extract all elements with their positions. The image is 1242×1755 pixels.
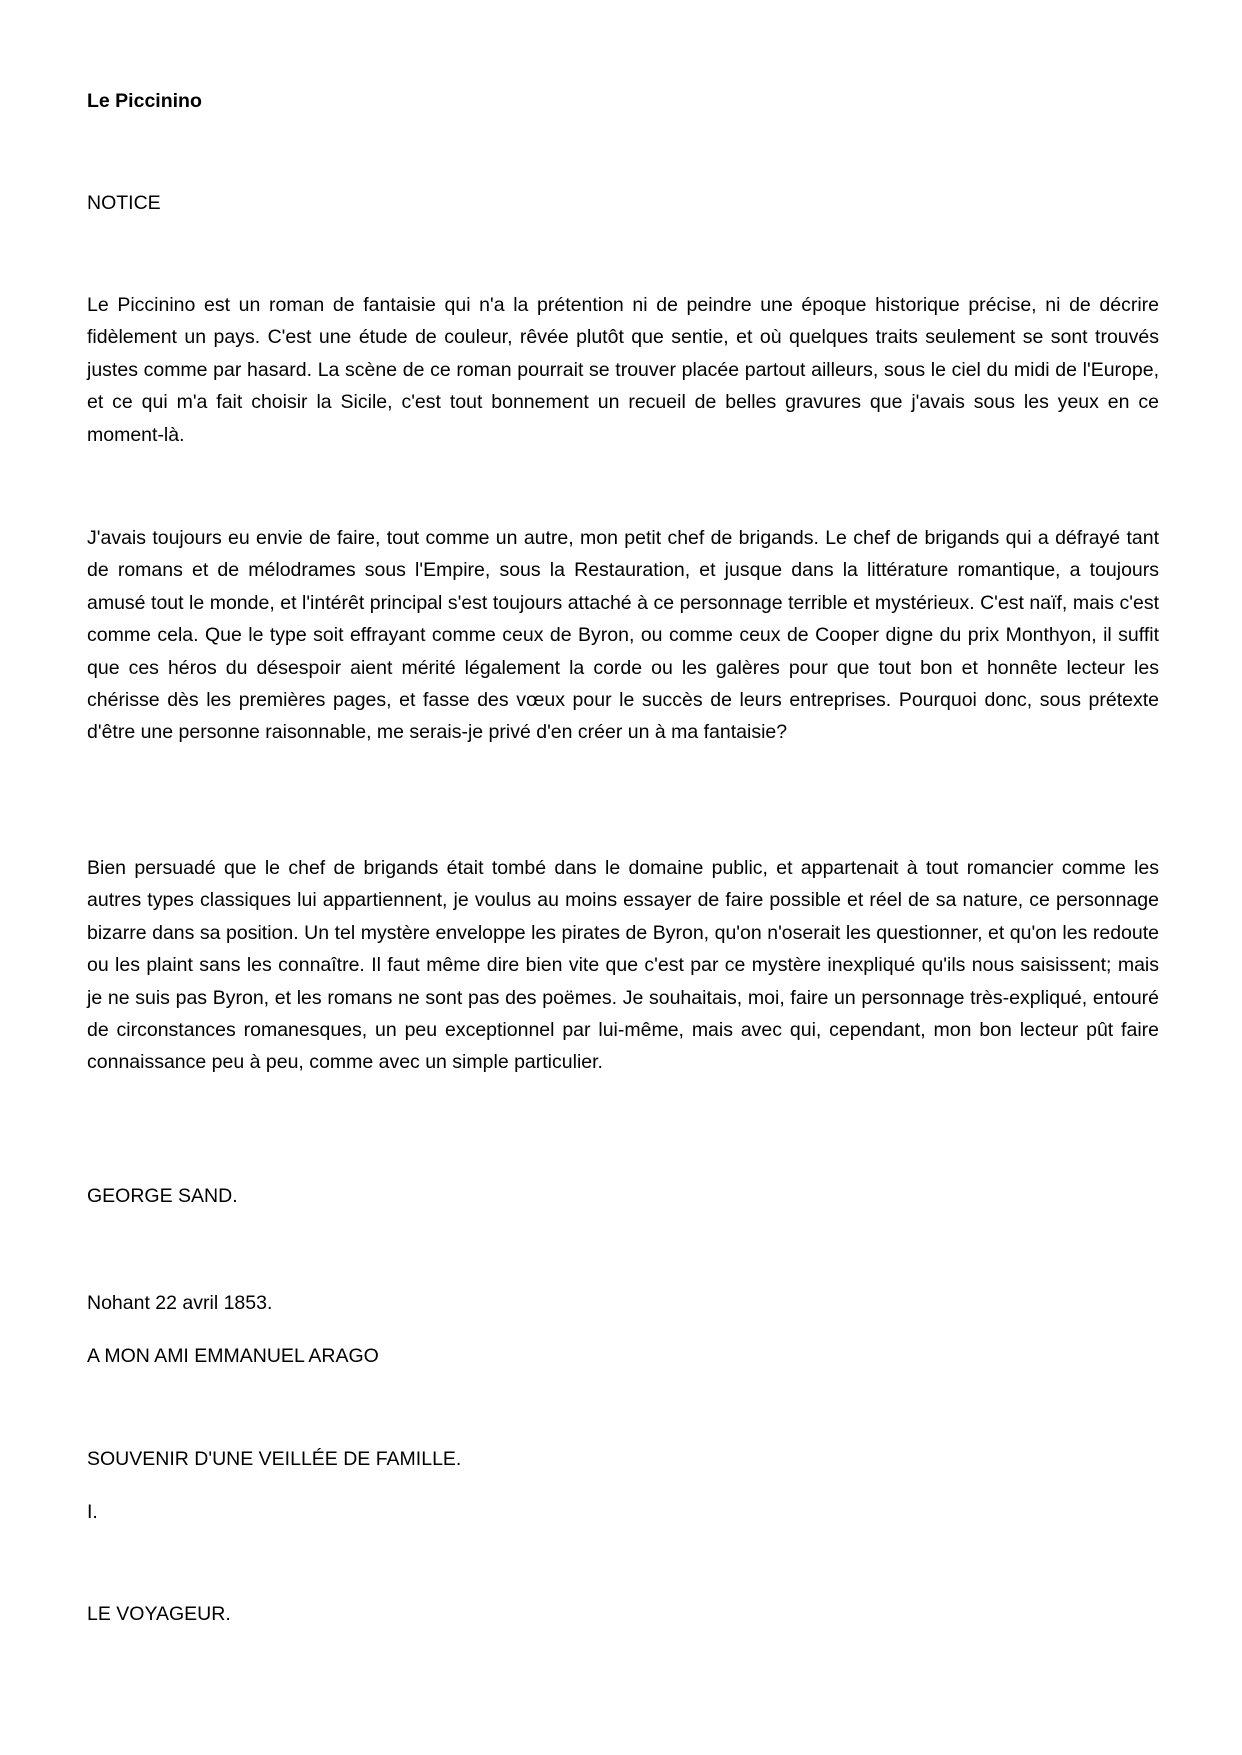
chapter-number: I. <box>87 1501 98 1523</box>
signature: GEORGE SAND. <box>87 1185 238 1207</box>
notice-heading: NOTICE <box>87 192 161 214</box>
document-title: Le Piccinino <box>87 90 202 112</box>
paragraph-2: J'avais toujours eu envie de faire, tout comme un autre, mon petit chef de brigands. Le chef de brigands qui a défrayé tant de romans et de mélodrames sous l'Empire, sous la Restauration, et jusque dans la littérature romantique, a toujours amusé tout le monde, et l'intérêt principal s'est toujours attaché à ce personnage terrible et mystérieux. C'est naïf, mais c'est comme cela. Que le type soit effrayant comme ceux de Byron, ou comme ceux de Cooper digne du prix Monthyon, il suffit que ces héros du désespoir aient mérité légalement la corde ou les galères pour que tout bon et honnête lecteur les chérisse dès les premières pages, et fasse des vœux pour le succès de leurs entreprises. Pourquoi donc, sous prétexte d'être une personne raisonnable, me serais-je privé d'en créer un à ma fantaisie? <box>87 527 1159 744</box>
document-page <box>87 0 1159 1755</box>
dedication: A MON AMI EMMANUEL ARAGO <box>87 1345 379 1367</box>
subtitle: SOUVENIR D'UNE VEILLÉE DE FAMILLE. <box>87 1448 462 1470</box>
paragraph-3: Bien persuadé que le chef de brigands était tombé dans le domaine public, et appartenait à tout romancier comme les autres types classiques lui appartiennent, je voulus au moins essayer de faire possible et réel de sa nature, ce personnage bizarre dans sa position. Un tel mystère enveloppe les pirates de Byron, qu'on n'oserait les questionner, et qu'on les redoute ou les plaint sans les connaître. Il faut même dire bien vite que c'est par ce mystère inexpliqué qu'ils nous saisissent; mais je ne suis pas Byron, et les romans ne sont pas des poëmes. Je souhaitais, moi, faire un personnage très-expliqué, entouré de circonstances romanesques, un peu exceptionnel par lui-même, mais avec qui, cependant, mon bon lecteur pût faire connaissance peu à peu, comme avec un simple particulier. <box>87 857 1159 1074</box>
place-date: Nohant 22 avril 1853. <box>87 1292 273 1314</box>
paragraph-1: Le Piccinino est un roman de fantaisie qui n'a la prétention ni de peindre une époque historique précise, ni de décrire fidèlement un pays. C'est une étude de couleur, rêvée plutôt que sentie, et où quelques traits seulement se sont trouvés justes comme par hasard. La scène de ce roman pourrait se trouver placée partout ailleurs, sous le ciel du midi de l'Europe, et ce qui m'a fait choisir la Sicile, c'est tout bonnement un recueil de belles gravures que j'avais sous les yeux en ce moment-là. <box>87 294 1159 446</box>
chapter-title: LE VOYAGEUR. <box>87 1603 231 1625</box>
